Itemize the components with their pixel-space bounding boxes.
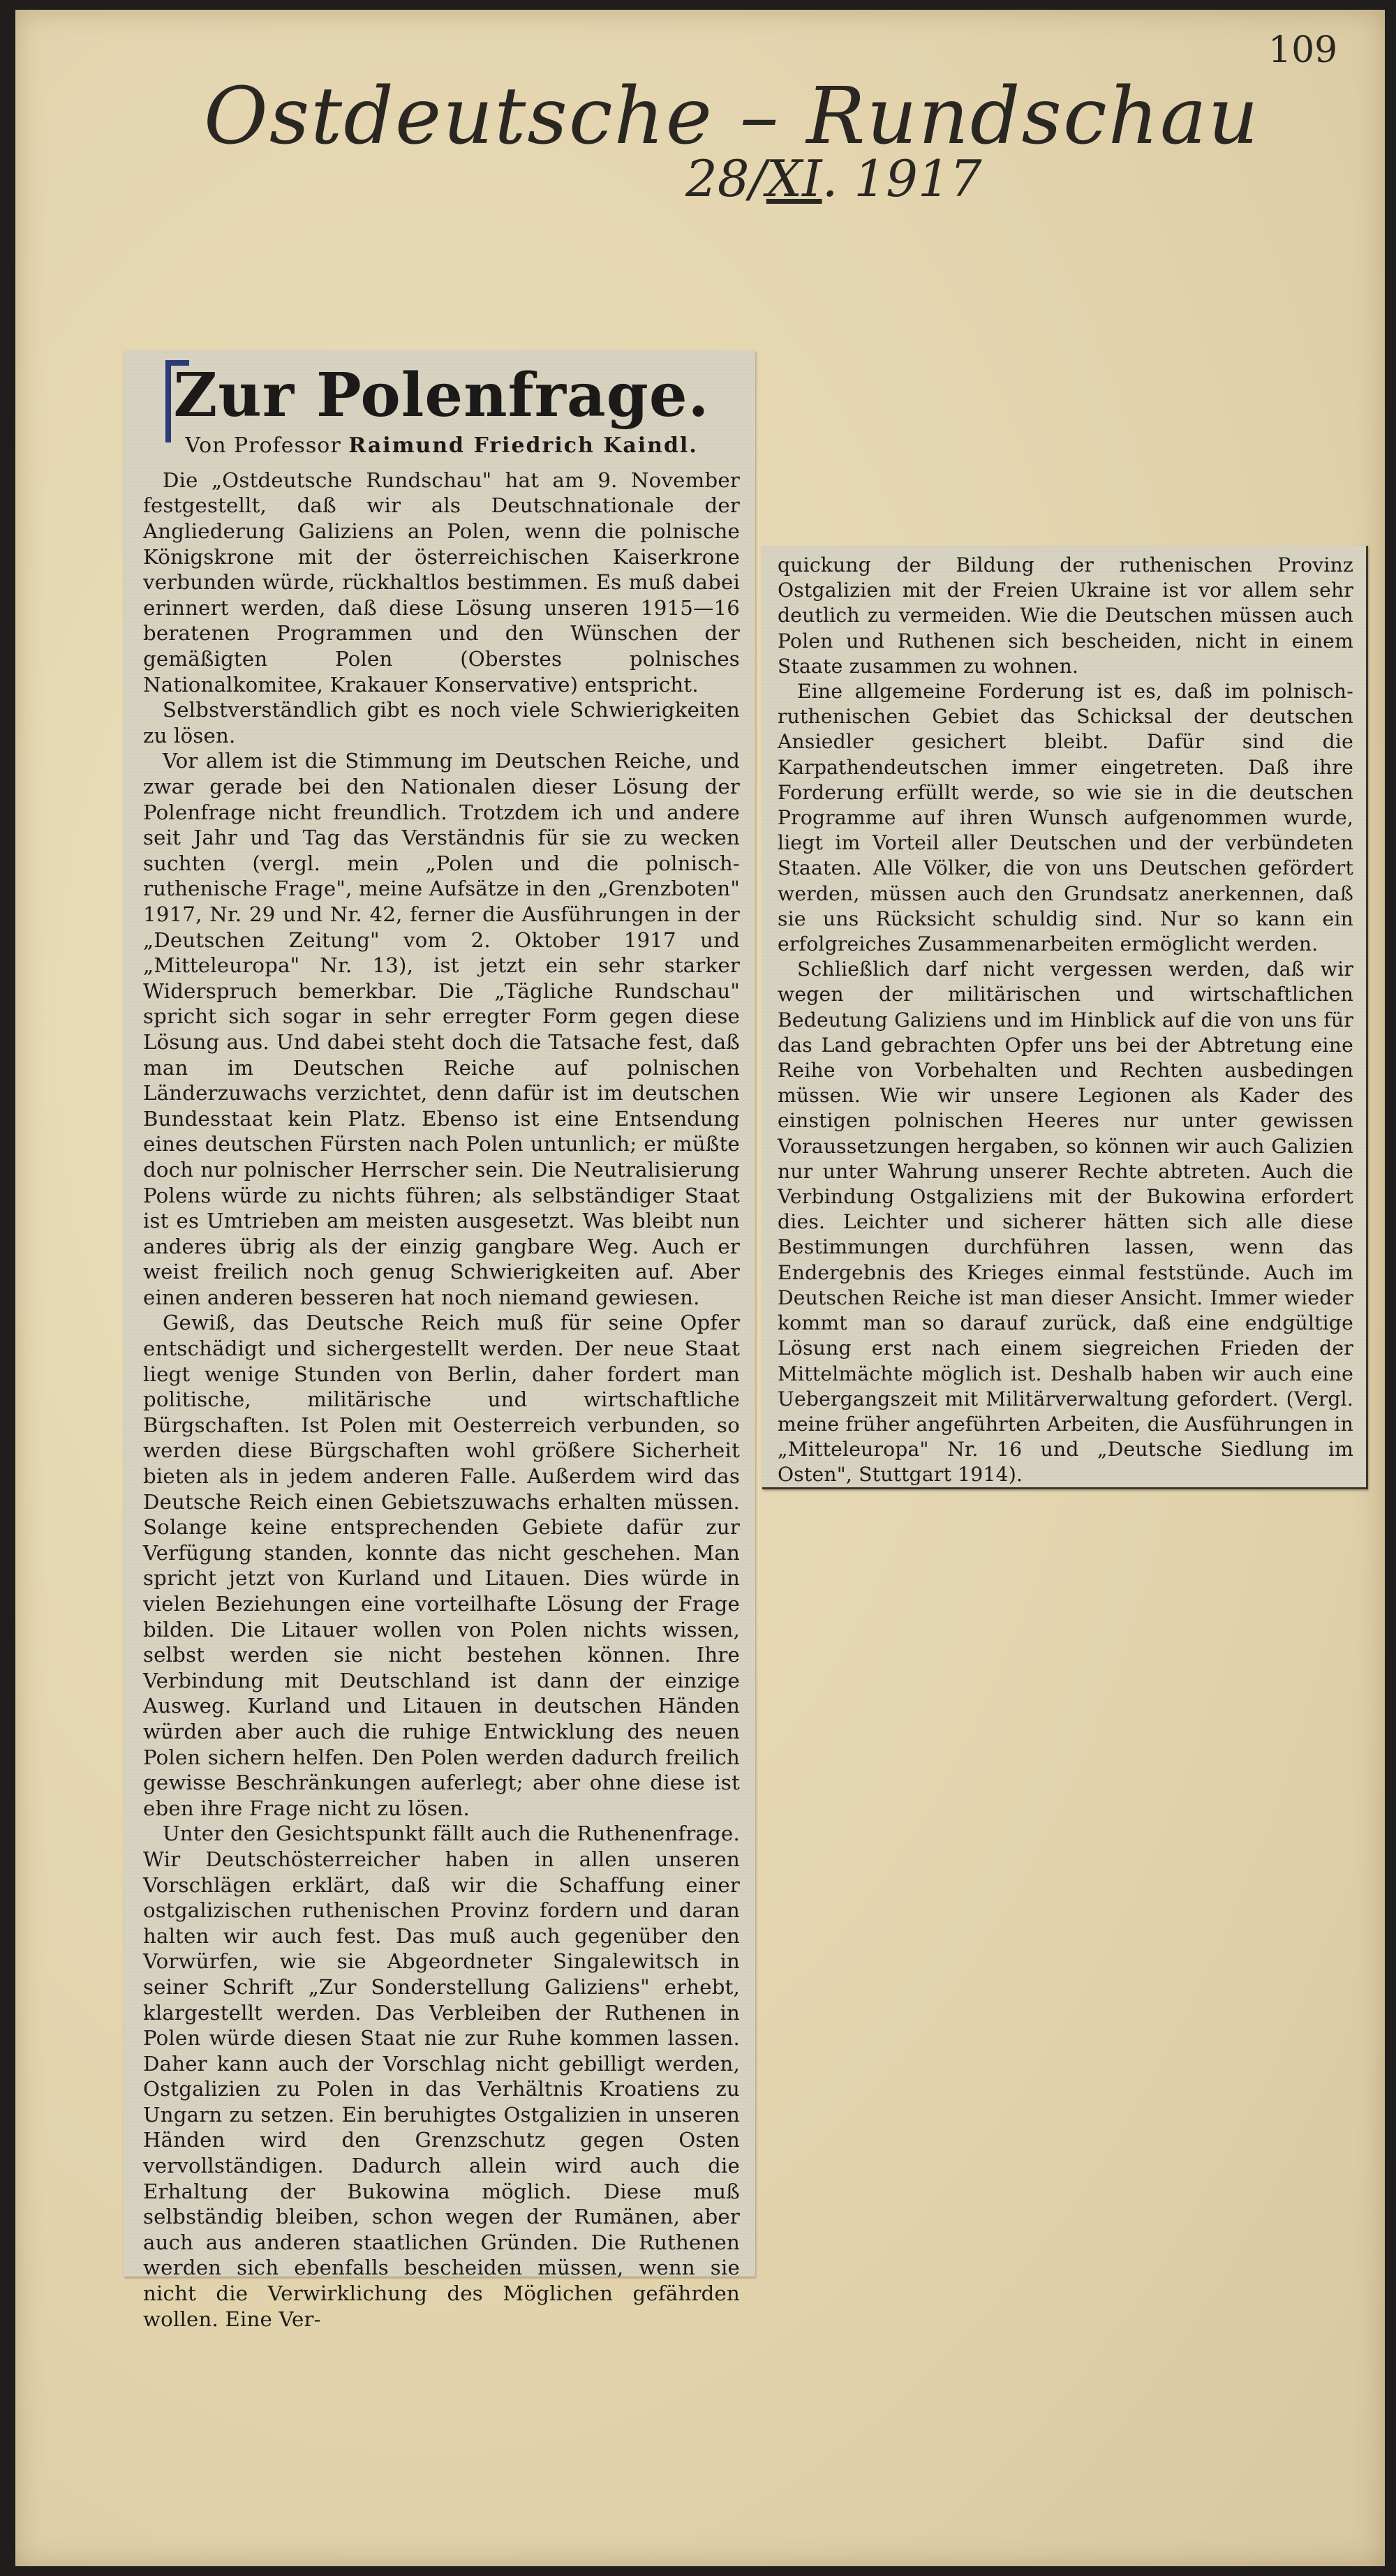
date-month: XI bbox=[766, 149, 822, 208]
author-name: Raimund Friedrich Kaindl. bbox=[348, 433, 698, 458]
byline-prefix: Von Professor bbox=[185, 433, 341, 458]
date-year: . 1917 bbox=[822, 149, 982, 208]
clipping-column-2 bbox=[762, 546, 1368, 1489]
clipping-column-1 bbox=[124, 350, 755, 2331]
newspaper-name-handwritten: Ostdeutsche – Rundschau bbox=[204, 71, 1260, 162]
blue-pencil-mark bbox=[165, 360, 189, 442]
paragraph: Selbstverständlich gibt es noch viele Schwierigkeiten zu lösen. bbox=[143, 698, 740, 747]
date-day: 28/ bbox=[685, 149, 766, 208]
byline bbox=[143, 433, 740, 458]
date-handwritten bbox=[685, 149, 982, 208]
paragraph: Gewiß, das Deutsche Reich muß für seine Opfer entschädigt und sichergestellt werden. Der neue Staat liegt wenige Stunden von Berlin, daher fordert man politische, militärische und wirtschaftliche Bürgschaften. Ist Polen mit Oesterreich verbunden, so werden diese Bürgschaften wohl größere Sicherheit bieten als in jedem anderen Falle. Außerdem wird das Deutsche Reich einen Gebietszuwachs erhalten müssen. Solange keine entsprechenden Gebiete dafür zur Verfügung standen, konnte das nicht geschehen. Man spricht jetzt von Kurland und Litauen. Dies würde in vielen Beziehungen eine vorteilhafte Lösung der Frage bilden. Die Litauer wollen von Polen nichts wissen, selbst werden sie nicht bestehen können. Ihre Verbindung mit Deutschland ist dann der einzige Ausweg. Kurland und Litauen in deutschen Händen würden aber auch die ruhige Entwicklung des neuen Polen sichern helfen. Den Polen werden dadurch freilich gewisse Beschränkungen auferlegt; aber ohne diese ist eben ihre Frage nicht zu lösen. bbox=[143, 1311, 740, 1820]
archive-sheet bbox=[15, 10, 1385, 2566]
article-title: Zur Polenfrage. bbox=[173, 360, 710, 431]
archive-number: 109 bbox=[1268, 29, 1338, 71]
paragraph: Eine allgemeine Forderung ist es, daß im polnisch-ruthenischen Gebiet das Schicksal der deutschen Ansiedler gesichert bleibt. Dafür sind die Karpathendeutschen immer eingetreten. Daß ihre Forderung erfüllt werde, so wie sie in die deutschen Programme auf ihren Wunsch aufgenommen wurde, liegt im Vorteil aller Deutschen und der verbündeten Staaten. Alle Völker, die von uns Deutschen gefördert werden, müssen auch den Grundsatz anerkennen, daß sie uns Rücksicht schuldig sind. Nur so kann ein erfolgreiches Zusammenarbeiten ermöglicht werden. bbox=[778, 680, 1353, 956]
paragraph: Schließlich darf nicht vergessen werden, daß wir wegen der militärischen und wirtschaftlichen Bedeutung Galiziens und im Hinblick auf die von uns für das Land gebrachten Opfer uns bei der Abtretung eine Reihe von Vorbehalten und Rechten ausbedingen müssen. Wie wir unsere Legionen als Kader des einstigen polnischen Heeres nur unter gewissen Voraussetzungen hergaben, so können wir auch Galizien nur unter Wahrung unserer Rechte abtreten. Auch die Verbindung Ostgaliziens mit der Bukowina erfordert dies. Leichter und sicherer hätten sich alle diese Bestimmungen durchführen lassen, wenn das Endergebnis des Krieges einmal feststünde. Auch im Deutschen Reiche ist man dieser Ansicht. Immer wieder kommt man so darauf zurück, daß eine endgültige Lösung erst nach einem siegreichen Frieden der Mittelmächte möglich ist. Deshalb haben wir auch eine Uebergangszeit mit Militärverwaltung gefordert. (Vergl. meine früher angeführten Arbeiten, die Ausführungen in „Mitteleuropa" Nr. 16 und „Deutsche Siedlung im Osten", Stuttgart 1914). bbox=[778, 958, 1353, 1487]
paragraph: quickung der Bildung der ruthenischen Provinz Ostgalizien mit der Freien Ukraine ist vor allem sehr deutlich zu vermeiden. Wie die Deutschen müssen auch Polen und Ruthenen sich bescheiden, nicht in einem Staate zusammen zu wohnen. bbox=[778, 553, 1353, 678]
paragraph: Unter den Gesichtspunkt fällt auch die Ruthenenfrage. Wir Deutschösterreicher haben in allen unseren Vorschlägen erklärt, daß wir die Schaffung einer ostgalizischen ruthenischen Provinz fordern und daran halten wir auch fest. Das muß auch gegenüber den Vorwürfen, wie sie Abgeordneter Singalewitsch in seiner Schrift „Zur Sonderstellung Galiziens" erhebt, klargestellt werden. Das Verbleiben der Ruthenen in Polen würde diesen Staat nie zur Ruhe kommen lassen. Daher kann auch der Vorschlag nicht gebilligt werden, Ostgalizien zu Polen in das Verhältnis Kroatiens zu Ungarn zu setzen. Ein beruhigtes Ostgalizien in unseren Händen wird den Grenzschutz gegen Osten vervollständigen. Dadurch allein wird auch die Erhaltung der Bukowina möglich. Diese muß selbständig bleiben, schon wegen der Rumänen, aber auch aus anderen staatlichen Gründen. Die Ruthenen werden sich ebenfalls bescheiden müssen, wenn sie nicht die Verwirklichung des Möglichen gefährden wollen. Eine Ver- bbox=[143, 1822, 740, 2331]
paragraph: Die „Ostdeutsche Rundschau" hat am 9. November festgestellt, daß wir als Deutschnationale der Angliederung Galiziens an Polen, wenn die polnische Königskrone mit der österreichischen Kaiserkrone verbunden würde, rückhaltlos bestimmen. Es muß dabei erinnert werden, daß diese Lösung unseren 1915—16 beratenen Programmen und den Wünschen der gemäßigten Polen (Oberstes polnisches Nationalkomitee, Krakauer Konservative) entspricht. bbox=[143, 468, 740, 697]
paragraph: Vor allem ist die Stimmung im Deutschen Reiche, und zwar gerade bei den Nationalen dieser Lösung der Polenfrage nicht freundlich. Trotzdem ich und andere seit Jahr und Tag das Verständnis für sie zu wecken suchten (vergl. mein „Polen und die polnisch-ruthenische Frage", meine Aufsätze in den „Grenzboten" 1917, Nr. 29 und Nr. 42, ferner die Ausführungen in der „Deutschen Zeitung" vom 2. Oktober 1917 und „Mitteleuropa" Nr. 13), ist jetzt ein sehr starker Widerspruch bemerkbar. Die „Tägliche Rundschau" spricht sich sogar in sehr erregter Form gegen diese Lösung aus. Und dabei steht doch die Tatsache fest, daß man im Deutschen Reiche auf polnischen Länderzuwachs verzichtet, denn dafür ist im deutschen Bundesstaat kein Platz. Ebenso ist eine Entsendung eines deutschen Fürsten nach Polen untunlich; er müßte doch nur polnischer Herrscher sein. Die Neutralisierung Polens würde zu nichts führen; als selbständiger Staat ist es Umtrieben am meisten ausgesetzt. Was bleibt nun anderes übrig als der einzig gangbare Weg. Auch er weist freilich noch genug Schwierigkeiten auf. Aber einen anderen besseren hat noch niemand gewiesen. bbox=[143, 749, 740, 1309]
